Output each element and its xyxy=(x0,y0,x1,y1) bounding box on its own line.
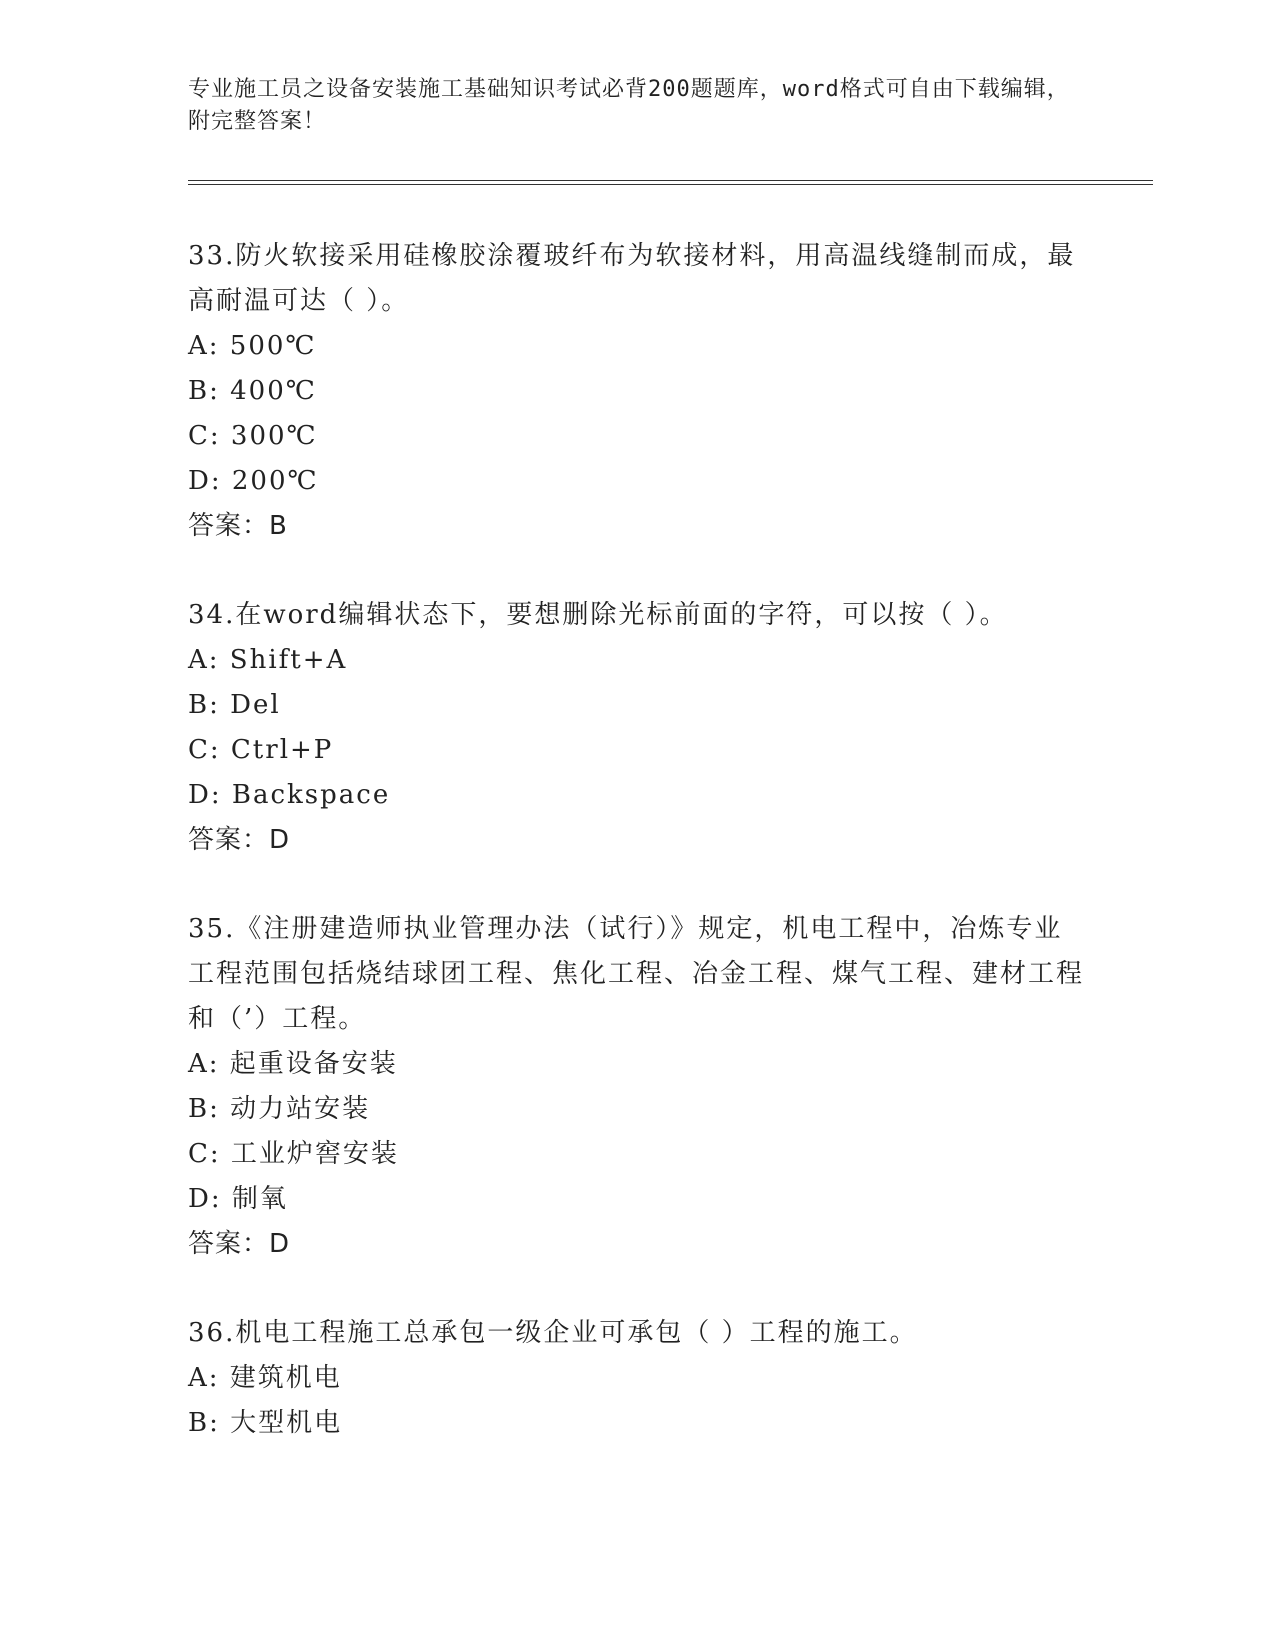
option-b: B: 400℃ xyxy=(188,376,317,406)
header-divider-double xyxy=(188,184,1153,185)
question-36 xyxy=(188,1311,1088,1446)
question-33 xyxy=(188,234,1088,549)
option-d: D: Backspace xyxy=(188,780,391,810)
option-a: A: Shift+A xyxy=(188,645,348,675)
option-b: B: 大型机电 xyxy=(188,1408,343,1438)
question-list xyxy=(188,234,1088,1490)
option-c: C: 工业炉窖安装 xyxy=(188,1139,399,1169)
question-stem: 35.《注册建造师执业管理办法（试行）》规定，机电工程中，冶炼专业工程范围包括烧结球团工程、焦化工程、冶金工程、煤气工程、建材工程和（’）工程。 xyxy=(188,914,1085,1034)
option-a: A: 建筑机电 xyxy=(188,1363,342,1393)
option-d: D: 200℃ xyxy=(188,466,319,496)
option-b: B: 动力站安装 xyxy=(188,1094,371,1124)
question-stem: 33.防火软接采用硅橡胶涂覆玻纤布为软接材料，用高温线缝制而成，最高耐温可达（ ）。 xyxy=(188,241,1076,316)
option-c: C: 300℃ xyxy=(188,421,318,451)
answer-line: 答案：D xyxy=(188,825,291,855)
answer-line: 答案：D xyxy=(188,1229,291,1259)
header-divider xyxy=(188,180,1153,181)
option-b: B: Del xyxy=(188,690,281,720)
document-header: 专业施工员之设备安装施工基础知识考试必背200题题库，word格式可自由下载编辑，附完整答案！ xyxy=(188,77,1070,134)
option-a: A: 500℃ xyxy=(188,331,317,361)
question-stem: 36.机电工程施工总承包一级企业可承包（ ）工程的施工。 xyxy=(188,1318,918,1348)
question-35 xyxy=(188,907,1088,1267)
question-34 xyxy=(188,593,1088,863)
option-a: A: 起重设备安装 xyxy=(188,1049,398,1079)
option-c: C: Ctrl+P xyxy=(188,735,334,765)
question-stem: 34.在word编辑状态下，要想删除光标前面的字符，可以按（ ）。 xyxy=(188,600,1008,630)
option-d: D: 制氧 xyxy=(188,1184,288,1214)
answer-line: 答案：B xyxy=(188,511,288,541)
